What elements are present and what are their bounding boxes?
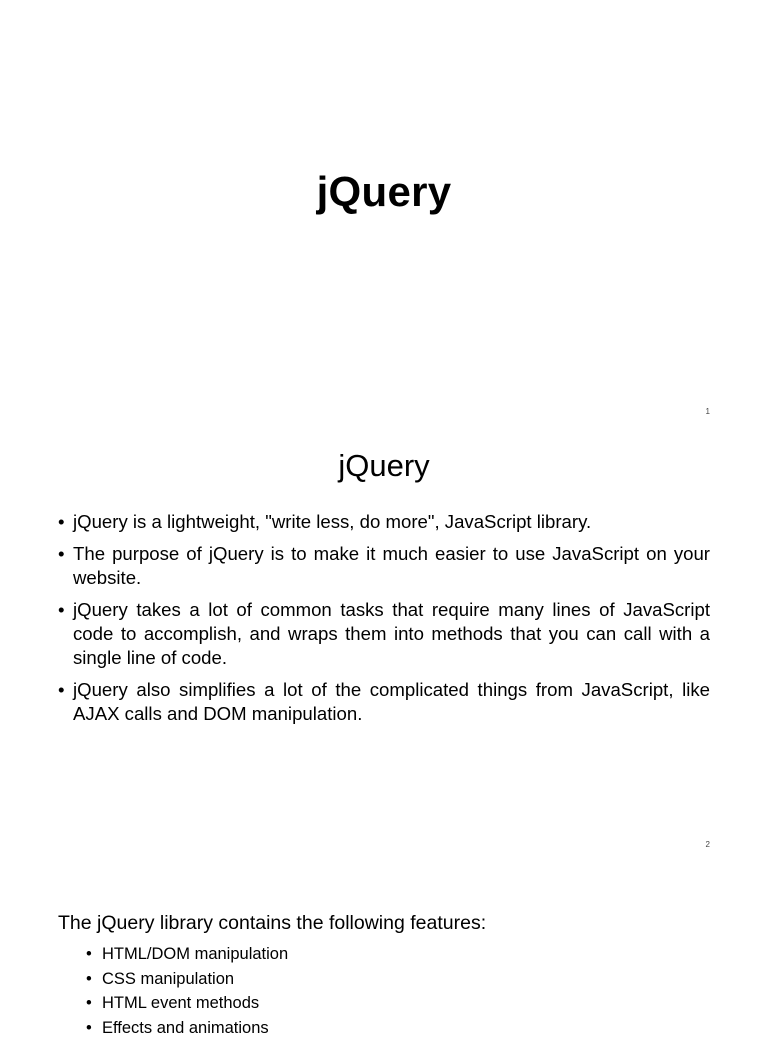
- bullet-icon: •: [86, 967, 92, 992]
- feature-item: [86, 967, 288, 992]
- bullet-item: [58, 678, 710, 726]
- bullet-icon: •: [86, 1016, 92, 1040]
- slide-1-title: jQuery: [0, 168, 768, 216]
- bullet-icon: •: [58, 678, 65, 702]
- feature-text: CSS manipulation: [102, 970, 234, 988]
- feature-item: [86, 991, 288, 1016]
- feature-text: HTML event methods: [102, 994, 259, 1012]
- bullet-text: jQuery is a lightweight, "write less, do more", JavaScript library.: [73, 511, 591, 532]
- bullet-icon: •: [58, 542, 65, 566]
- bullet-item: [58, 542, 710, 590]
- bullet-icon: •: [58, 510, 65, 534]
- bullet-text: jQuery also simplifies a lot of the complicated things from JavaScript, like AJAX calls and DOM manipulation.: [73, 679, 710, 724]
- slide-2-bullet-list: [58, 510, 710, 734]
- bullet-icon: •: [86, 942, 92, 967]
- feature-item: [86, 942, 288, 967]
- slide-1-page-number: 1: [706, 407, 710, 416]
- bullet-icon: •: [86, 991, 92, 1016]
- slide-3-feature-list: [86, 942, 288, 1040]
- bullet-item: [58, 510, 710, 534]
- slide-3-intro: The jQuery library contains the following features:: [58, 912, 486, 935]
- feature-item: [86, 1016, 288, 1040]
- bullet-icon: •: [58, 598, 65, 622]
- feature-text: Effects and animations: [102, 1019, 269, 1037]
- bullet-text: The purpose of jQuery is to make it much easier to use JavaScript on your website.: [73, 543, 710, 588]
- slide-2-page-number: 2: [706, 840, 710, 849]
- slide-2-title: jQuery: [0, 448, 768, 484]
- feature-text: HTML/DOM manipulation: [102, 945, 288, 963]
- bullet-text: jQuery takes a lot of common tasks that require many lines of JavaScript code to accomplish, and wraps them into methods that you can call with a single line of code.: [73, 599, 710, 668]
- bullet-item: [58, 598, 710, 670]
